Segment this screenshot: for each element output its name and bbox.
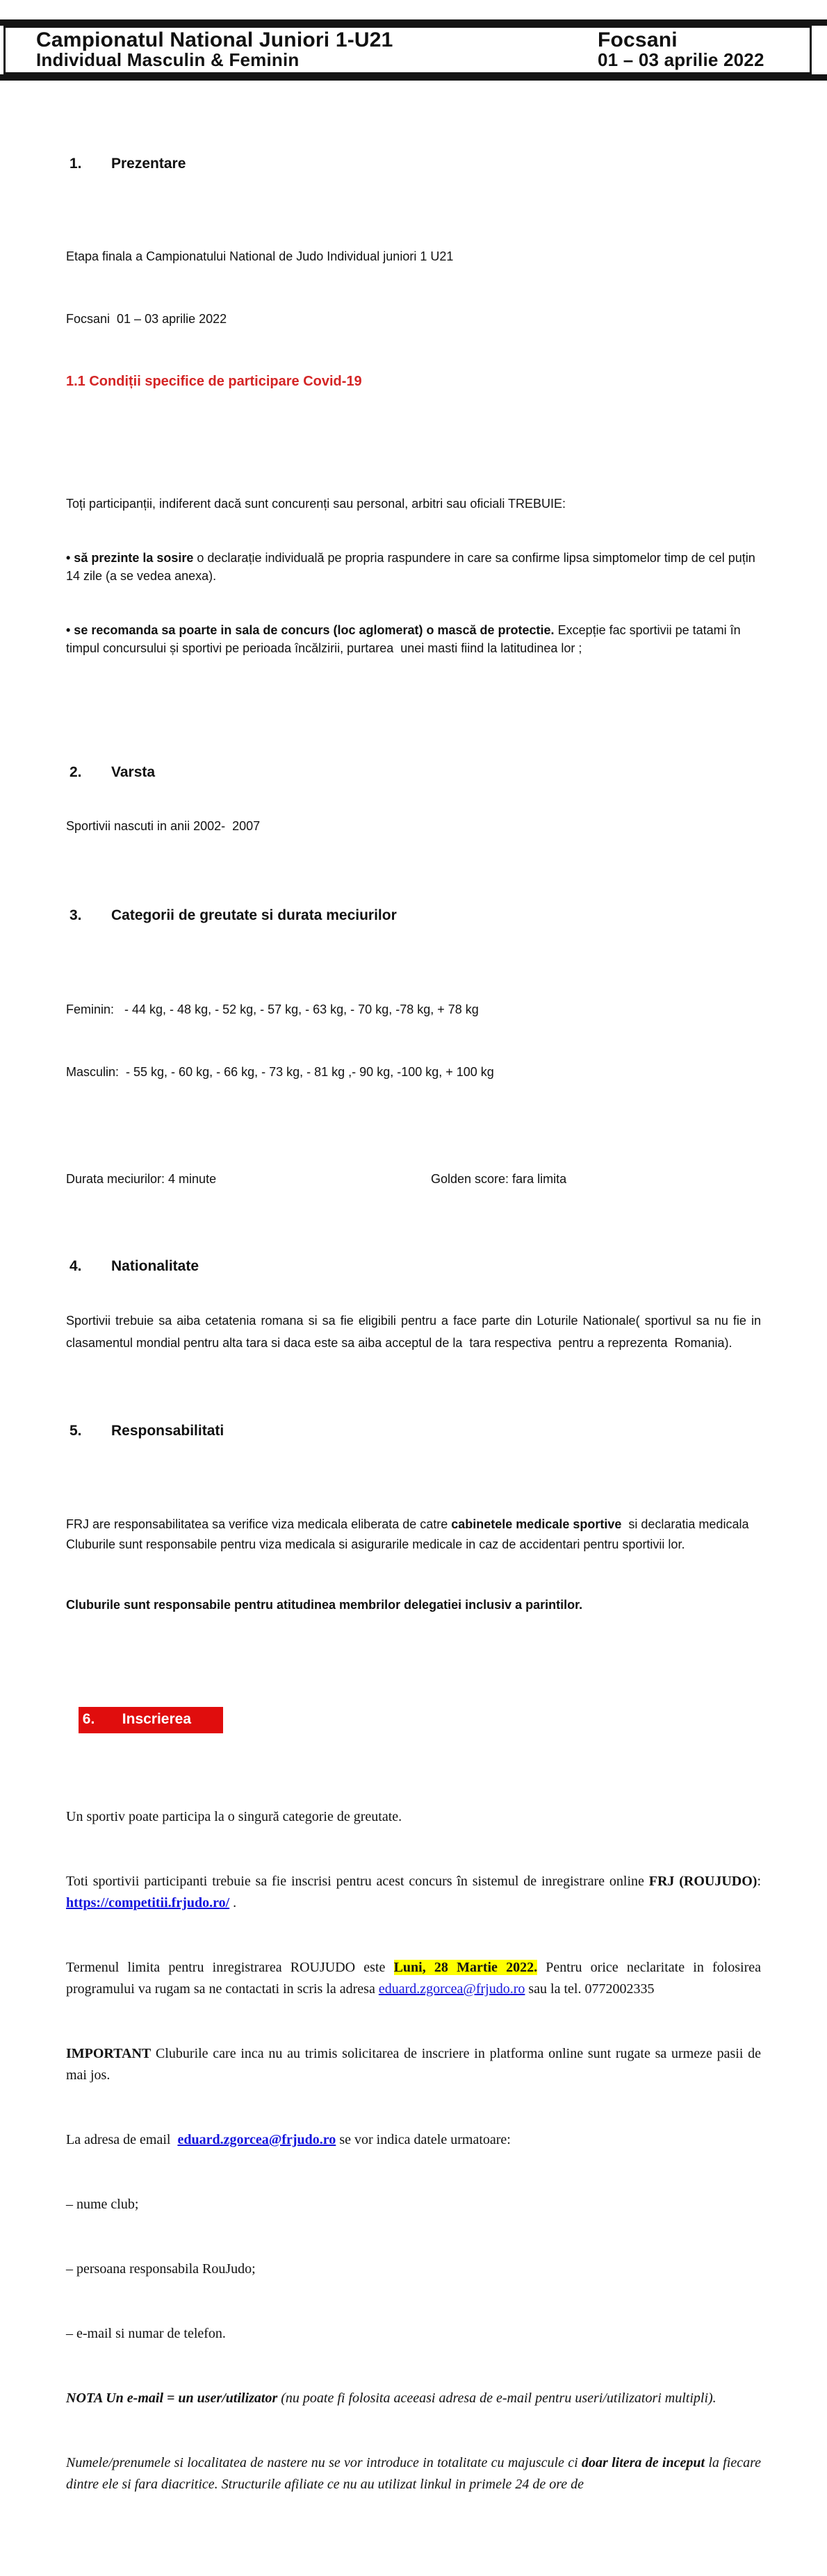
section-5-heading: [66, 1423, 761, 1439]
paragraph: [66, 2388, 761, 2409]
bullet-text: Excepție fac sportivii pe tatami în timpul concursului și sportivi pe perioada încălzirii, purtarea unei masti fiind la latitudinea lor ;: [66, 623, 744, 655]
bullet-lead-bold: • să prezinte la sosire: [66, 551, 194, 565]
bold-text: cabinetele medicale sportive: [451, 1517, 622, 1531]
doc-title: Campionatul National Juniori 1-U21: [36, 28, 393, 51]
paragraph: [66, 2043, 764, 2086]
note-text: (nu poate fi folosita aceeasi adresa de e-mail pentru useri/utilizatori multipli).: [277, 2391, 717, 2406]
bold-text: doar litera de inceput: [581, 2455, 705, 2470]
header-row-2: [36, 51, 810, 69]
section-4-number: 4.: [69, 1258, 82, 1274]
section-2-number: 2.: [69, 764, 82, 780]
paragraph: [66, 2452, 764, 2495]
text: FRJ are responsabilitatea sa verifice viza medicala eliberata de catre: [66, 1517, 452, 1531]
paragraph: Toți participanții, indiferent dacă sunt concurenți sau personal, arbitri sau oficiali TREBUIE:: [66, 497, 566, 511]
paragraph: Focsani 01 – 03 aprilie 2022: [66, 312, 227, 326]
text: si declaratia medicala Cluburile sunt responsabile pentru viza medicala si asigurarile medicale in caz de accidentari pentru sportivii lor.: [66, 1517, 753, 1551]
header-row-1: [36, 29, 810, 51]
doc-dates: 01 – 03 aprilie 2022: [598, 49, 764, 70]
note-lead-bold: NOTA Un e-mail = un user/utilizator: [66, 2391, 278, 2406]
contact-email-link[interactable]: eduard.zgorcea@frjudo.ro: [378, 1981, 525, 1997]
registration-block: [66, 1763, 765, 2538]
document-page: [0, 19, 827, 2492]
section-3-number: 3.: [69, 907, 82, 923]
doc-subtitle: Individual Masculin & Feminin: [36, 49, 300, 70]
text: La adresa de email: [66, 2132, 178, 2147]
paragraph: Etapa finala a Campionatului National de Judo Individual juniori 1 U21: [66, 249, 454, 263]
paragraph: Sportivii trebuie sa aiba cetatenia romana si sa fie eligibili pentru a face parte din Loturile Nationale( sportivul sa nu fie in clasamentul mondial pentru alta tara si daca este sa aiba acceptul de la tara respectiva pentru a reprezenta Romania).: [66, 1314, 765, 1350]
list-item: – nume club;: [66, 2197, 139, 2212]
text: .: [229, 1895, 237, 1910]
text: Cluburile care inca nu au trimis solicitarea de inscriere in platforma online sunt rugate sa urmeze pasii de mai jos.: [66, 2046, 764, 2083]
match-duration-row: [66, 1169, 761, 1189]
section-6-number: 6.: [82, 1711, 95, 1727]
bullet-text: o declarație individuală pe propria raspundere in care sa confirme lipsa simptomelor timp de cel puțin 14 zile (a se vedea anexa).: [66, 551, 759, 583]
section-2-title: Varsta: [111, 764, 156, 780]
text: Pentru orice neclaritate in folosirea programului va rugam sa ne contactati in scris la adresa: [66, 1960, 764, 1997]
document-body: [0, 81, 827, 2576]
text: Toti sportivii participanti trebuie sa fie inscrisi pentru acest concurs în sistemul de inregistrare online: [66, 1874, 649, 1889]
list-item: – persoana responsabila RouJudo;: [66, 2261, 256, 2277]
header-box: [3, 26, 812, 74]
paragraph: Sportivii nascuti in anii 2002- 2007: [66, 819, 261, 833]
section-2-heading: [66, 764, 761, 781]
bullet-lead-bold: • se recomanda sa poarte in sala de concurs (loc aglomerat) o mască de protectie.: [66, 623, 555, 637]
section-1-title: Prezentare: [111, 156, 186, 172]
section-3-heading: [66, 907, 761, 924]
section-5-number: 5.: [69, 1423, 82, 1439]
bullet-item: [66, 621, 761, 657]
list-item: – e-mail si numar de telefon.: [66, 2326, 226, 2341]
match-duration: Durata meciurilor: 4 minute: [66, 1172, 217, 1186]
paragraph: Un sportiv poate participa la o singură categorie de greutate.: [66, 1809, 402, 1824]
section-4-title: Nationalitate: [111, 1258, 199, 1274]
section-6-title: Inscrierea: [122, 1711, 192, 1727]
bold-text: IMPORTANT: [66, 2046, 152, 2061]
text: Termenul limita pentru inregistrarea ROUJUDO este: [66, 1960, 394, 1975]
text: sau la tel. 0772002335: [525, 1981, 655, 1997]
paragraph: [66, 1871, 765, 1914]
deadline-highlight: Luni, 28 Martie 2022.: [393, 1960, 538, 1975]
feminin-categories: Feminin: - 44 kg, - 48 kg, - 52 kg, - 57 kg, - 63 kg, - 70 kg, -78 kg, + 78 kg: [66, 1002, 479, 1016]
golden-score: Golden score: fara limita: [431, 1172, 567, 1186]
text: Numele/prenumele si localitatea de nastere nu se vor introduce in totalitate cu majuscule ci: [66, 2455, 582, 2470]
contact-email-link[interactable]: eduard.zgorcea@frjudo.ro: [177, 2132, 336, 2147]
paragraph: [66, 2129, 761, 2151]
masculin-categories: Masculin: - 55 kg, - 60 kg, - 66 kg, - 73 kg, - 81 kg ,- 90 kg, -100 kg, + 100 kg: [66, 1065, 494, 1079]
covid-subheading: 1.1 Condiții specifice de participare Covid-19: [66, 374, 362, 389]
bold-paragraph: Cluburile sunt responsabile pentru atitudinea membrilor delegatiei inclusiv a parintilor.: [66, 1598, 583, 1612]
text: :: [757, 1874, 765, 1889]
section-4-heading: [66, 1258, 761, 1275]
bullet-item: [66, 549, 761, 585]
weight-categories: [66, 957, 761, 1124]
section-6-heading: [79, 1707, 223, 1733]
text: la fiecare dintre ele si fara diacritice. Structurile afiliate ce nu au utilizat linkul in primele 24 de ore de: [66, 2455, 764, 2492]
header-band: [0, 19, 827, 81]
section-3-title: Categorii de greutate si durata meciurilor: [111, 907, 397, 923]
section-1-number: 1.: [69, 156, 82, 172]
covid-rules: [66, 459, 761, 693]
section-5-title: Responsabilitati: [111, 1423, 224, 1439]
paragraph: [66, 1957, 764, 2000]
text: se vor indica datele urmatoare:: [336, 2132, 511, 2147]
paragraph: [66, 1514, 761, 1555]
registration-url-link[interactable]: https://competitii.frjudo.ro/: [66, 1895, 230, 1910]
responsibilities-block: [66, 1474, 761, 1656]
doc-location: Focsani: [598, 28, 678, 51]
section-1-intro: [66, 204, 761, 434]
bold-text: FRJ (ROUJUDO): [648, 1874, 758, 1889]
section-1-heading: [66, 156, 761, 172]
